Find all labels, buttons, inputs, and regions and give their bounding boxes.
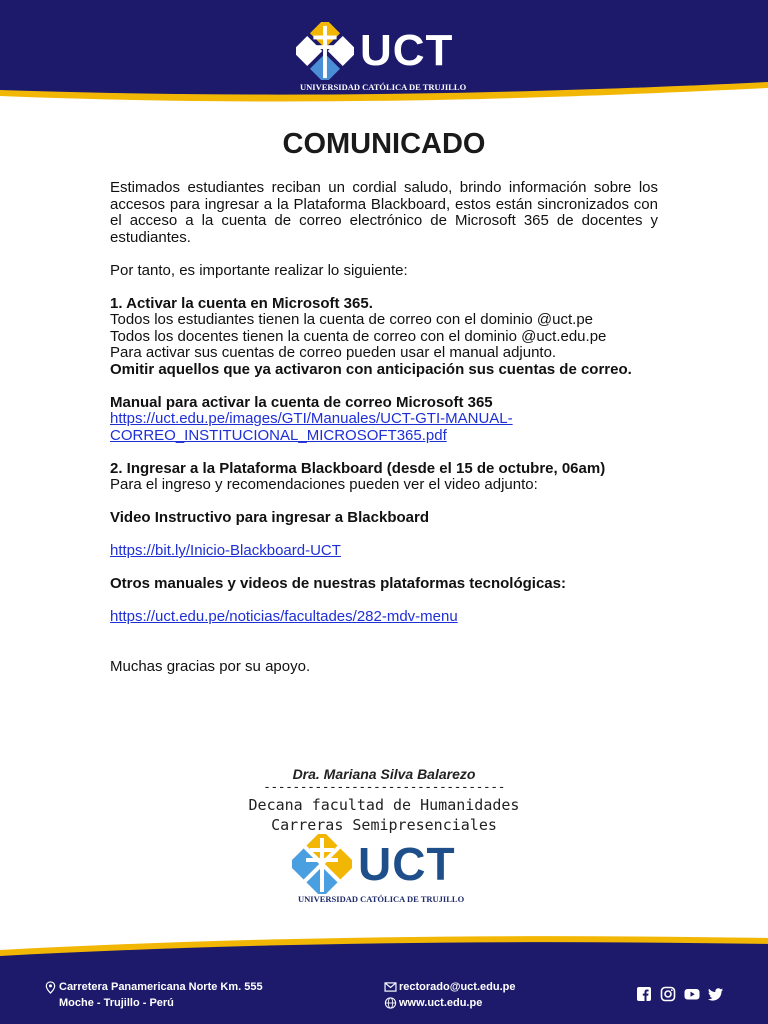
uct-logo-header [296, 22, 476, 94]
uct-emblem-icon [296, 22, 354, 80]
instagram-icon[interactable] [660, 986, 676, 1002]
step1-line-students: Todos los estudiantes tienen la cuenta de correo con el dominio @uct.pe [110, 311, 594, 328]
university-name: UNIVERSIDAD CATÓLICA DE TRUJILLO [300, 82, 467, 92]
gracias-text: Muchas gracias por su apoyo. [110, 657, 311, 675]
university-name: UNIVERSIDAD CATÓLICA DE TRUJILLO [298, 894, 465, 904]
uct-emblem-icon [292, 834, 352, 894]
otros-link[interactable]: https://uct.edu.pe/noticias/facultades/282-mdv-menu [110, 608, 458, 625]
intro-paragraph: Estimados estudiantes reciban un cordial saludo, brindo información sobre los accesos para ingresar a la Plataforma Blackboard, estos están sincronizados con el acceso a la cuenta de correo electrónico de Microsoft 365 de docentes y estudiantes. [110, 179, 658, 246]
step1-note: Omitir aquellos que ya activaron con anticipación sus cuentas de correo. [110, 360, 632, 378]
email-icon [384, 982, 397, 992]
address-line1: Carretera Panamericana Norte Km. 555 [59, 981, 263, 993]
facebook-icon[interactable] [636, 986, 652, 1002]
otros-heading: Otros manuales y videos de nuestras plataformas tecnológicas: [110, 575, 566, 592]
social-links [636, 986, 724, 1002]
signature-line: --------------------------------- [263, 780, 505, 795]
footer-address [44, 979, 263, 1011]
step1-line-teachers: Todos los docentes tienen la cuenta de correo con el dominio @uct.edu.pe [110, 327, 607, 345]
footer-contact [384, 979, 515, 1011]
address-line2: Moche - Trujillo - Perú [59, 997, 174, 1009]
video-link[interactable]: https://bit.ly/Inicio-Blackboard-UCT [110, 542, 341, 559]
step2-heading: 2. Ingresar a la Plataforma Blackboard (desde el 15 de octubre, 06am) [110, 459, 606, 477]
page-header [0, 0, 768, 115]
manual-link-line2[interactable]: CORREO_INSTITUCIONAL_MICROSOFT365.pdf [110, 426, 447, 444]
step1-line-manual: Para activar sus cuentas de correo pueden usar el manual adjunto. [110, 344, 557, 361]
globe-icon [384, 997, 397, 1009]
signer-role-line2: Carreras Semipresenciales [271, 816, 497, 834]
location-pin-icon [44, 981, 57, 994]
manual-heading: Manual para activar la cuenta de correo Microsoft 365 [110, 393, 493, 411]
memo-body [110, 180, 658, 675]
footer-email[interactable]: rectorado@uct.edu.pe [399, 981, 516, 993]
uct-logo-text: UCT [358, 838, 456, 890]
step1-heading: 1. Activar la cuenta en Microsoft 365. [110, 294, 373, 312]
twitter-icon[interactable] [708, 986, 724, 1002]
signer-role-line1: Decana facultad de Humanidades [248, 796, 520, 814]
uct-logo-signature [292, 834, 482, 908]
footer-website[interactable]: www.uct.edu.pe [399, 997, 483, 1009]
page-footer [0, 920, 768, 1024]
signature-block [0, 766, 768, 834]
page-title: COMUNICADO [282, 128, 486, 160]
signer-name: Dra. Mariana Silva Balarezo [292, 766, 476, 782]
youtube-icon[interactable] [684, 986, 700, 1002]
manual-link-line1[interactable]: https://uct.edu.pe/images/GTI/Manuales/UCT-GTI-MANUAL- [110, 410, 513, 427]
uct-logo-text: UCT [360, 26, 454, 75]
step2-line: Para el ingreso y recomendaciones pueden ver el video adjunto: [110, 476, 538, 493]
video-heading: Video Instructivo para ingresar a Blackboard [110, 509, 429, 526]
manual-link[interactable] [110, 411, 658, 444]
por-tanto-text: Por tanto, es importante realizar lo siguiente: [110, 261, 408, 279]
